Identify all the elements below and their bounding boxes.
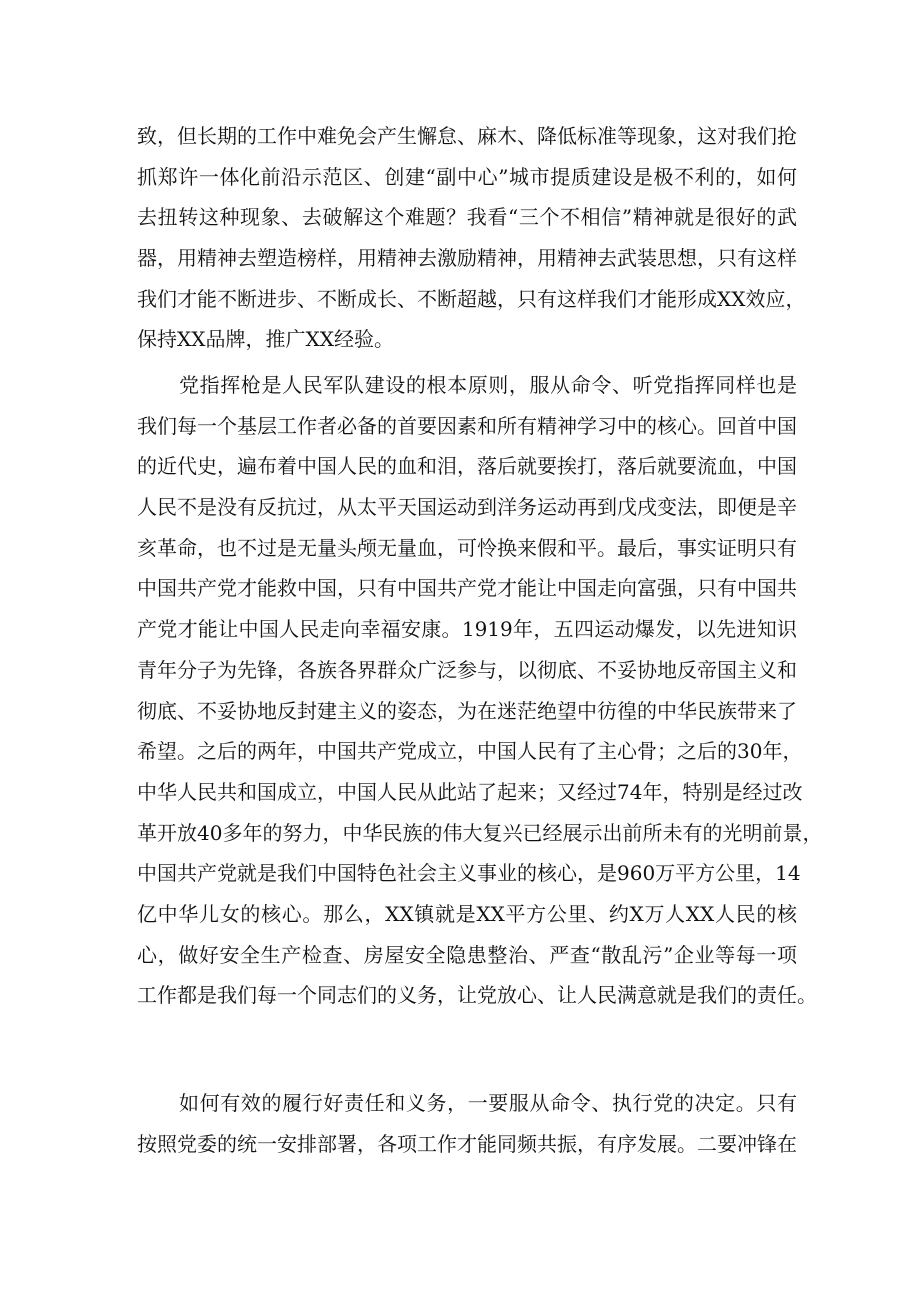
- text-line: 中国共产党才能救中国，只有中国共产党才能让中国走向富强，只有中国共: [137, 576, 797, 601]
- text-line: 青年分子为先锋，各族各界群众广泛参与，以彻底、不妥协地反帝国主义和: [137, 657, 797, 682]
- text-line: 保持XX品牌，推广XX经验。: [137, 327, 394, 352]
- text-line: 中华人民共和国成立，中国人民从此站了起来；又经过74年，特别是经过改: [137, 779, 803, 804]
- text-line: 亥革命，也不过是无量头颅无量血，可怜换来假和平。最后，事实证明只有: [137, 535, 797, 560]
- text-line: 彻底、不妥协地反封建主义的姿态，为在迷茫绝望中彷徨的中华民族带来了: [137, 698, 797, 723]
- text-line: 我们才能不断进步、不断成长、不断超越，只有这样我们才能形成XX效应，: [137, 286, 806, 311]
- text-line: 心，做好安全生产检查、房屋安全隐患整治、严查“散乱污”企业等每一项: [137, 942, 797, 967]
- text-line: 希望。之后的两年，中国共产党成立，中国人民有了主心骨；之后的30年，: [137, 739, 803, 764]
- text-line: 党指挥枪是人民军队建设的根本原则，服从命令、听党指挥同样也是: [179, 373, 797, 397]
- text-line: 工作都是我们每一个同志们的义务，让党放心、让人民满意就是我们的责任。: [137, 983, 817, 1008]
- text-line: 抓郑许一体化前沿示范区、创建“副中心”城市提质建设是极不利的，如何: [137, 164, 797, 189]
- paragraph-3: [137, 1083, 797, 1164]
- paragraph-2: [137, 365, 823, 1016]
- text-line: 按照党委的统一安排部署，各项工作才能同频共振，有序发展。二要冲锋在: [137, 1131, 797, 1156]
- text-line: 产党才能让中国人民走向幸福安康。1919年，五四运动爆发，以先进知识: [137, 617, 797, 642]
- text-line: 的近代史，遍布着中国人民的血和泪，落后就要挨打，落后就要流血，中国: [137, 454, 797, 479]
- text-line: 革开放40多年的努力，中华民族的伟大复兴已经展示出前所未有的光明前景，: [137, 820, 823, 845]
- text-line: 如何有效的履行好责任和义务，一要服从命令、执行党的决定。只有: [179, 1091, 797, 1115]
- text-line: 中国共产党就是我们中国特色社会主义事业的核心，是960万平方公里，14: [137, 861, 801, 886]
- paragraph-1: [137, 116, 806, 360]
- text-line: 我们每一个基层工作者必备的首要因素和所有精神学习中的核心。回首中国: [137, 413, 797, 438]
- text-line: 致，但长期的工作中难免会产生懈怠、麻木、降低标准等现象，这对我们抢: [137, 124, 797, 148]
- text-line: 去扭转这种现象、去破解这个难题？我看“三个不相信”精神就是很好的武: [137, 205, 797, 230]
- text-line: 人民不是没有反抗过，从太平天国运动到洋务运动再到戊戌变法，即便是辛: [137, 495, 797, 520]
- text-line: 亿中华儿女的核心。那么，XX镇就是XX平方公里、约X万人XX人民的核: [137, 901, 797, 926]
- text-line: 器，用精神去塑造榜样，用精神去激励精神，用精神去武装思想，只有这样: [137, 246, 797, 271]
